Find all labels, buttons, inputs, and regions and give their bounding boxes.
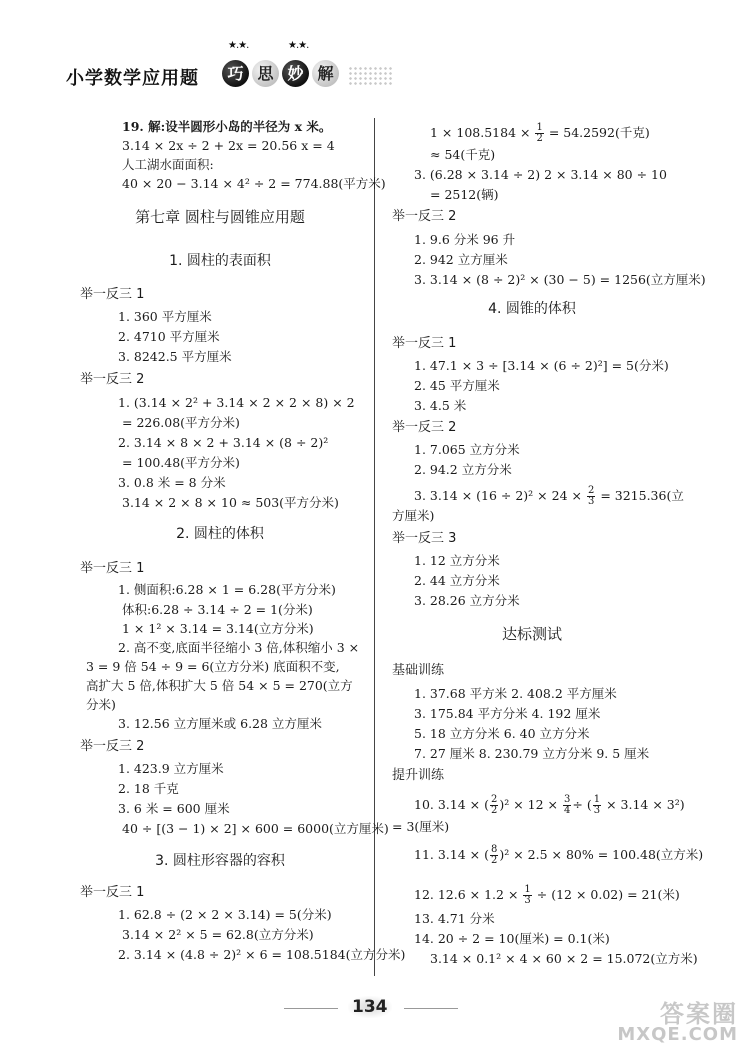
answer-line: 2. 3.14 × (4.8 ÷ 2)² × 6 = 108.5184(立方分米)	[118, 947, 406, 962]
column-divider	[374, 118, 375, 976]
group-heading: 举一反三 3	[392, 531, 457, 546]
answer-line: 1. 12 立方分米	[414, 553, 500, 568]
fraction: $\frac{3}{4}$	[564, 794, 571, 816]
title-badge-si: 思	[252, 60, 279, 87]
fraction: $\frac{8}{2}$	[490, 844, 498, 866]
answer-line: = 100.48(平方分米)	[122, 455, 240, 470]
stars-decoration-right: ★.★.	[288, 40, 309, 51]
answer-line: 3 = 9 倍 54 ÷ 9 = 6(立方分米) 底面积不变,	[86, 659, 340, 674]
title-badge-jie: 解	[312, 60, 339, 87]
answer-line: ≈ 54(千克)	[430, 147, 496, 162]
answer-line: 2. 44 立方分米	[414, 573, 500, 588]
answer-line: 1. 423.9 立方厘米	[118, 761, 224, 776]
answer-line: = 2512(辆)	[430, 187, 499, 202]
answer-line: 体积:6.28 ÷ 3.14 ÷ 2 = 1(分米)	[122, 602, 313, 617]
answer-line: 11. 3.14 × ( $\frac{8}{2}$ )² × 2.5 × 80% = 100.48(立方米)	[414, 844, 704, 866]
fraction: $\frac{1}{3}$	[524, 884, 531, 906]
answer-line: 1. 360 平方厘米	[118, 309, 212, 324]
answer-line: 方厘米)	[392, 508, 435, 523]
group-heading: 举一反三 1	[392, 336, 457, 351]
answer-line: 40 × 20 − 3.14 × 4² ÷ 2 = 774.88(平方米)	[122, 176, 386, 191]
page-number: 134	[340, 996, 402, 1020]
answer-line: 14. 20 ÷ 2 = 10(厘米) = 0.1(米)	[414, 931, 610, 946]
answer-line: 3. 4.5 米	[414, 398, 467, 413]
footer-rule-right	[404, 1008, 458, 1009]
fraction: $\frac{2}{2}$	[490, 794, 498, 816]
answer-line: = 226.08(平方分米)	[122, 415, 240, 430]
answer-line: 人工湖水面面积:	[122, 157, 214, 172]
answer-line: 3. (6.28 × 3.14 ÷ 2) 2 × 3.14 × 80 ÷ 10	[414, 167, 667, 182]
answer-line: 1. 侧面积:6.28 × 1 = 6.28(平方分米)	[118, 582, 336, 597]
answer-line: 1. 62.8 ÷ (2 × 2 × 3.14) = 5(分米)	[118, 907, 332, 922]
footer-rule-left	[284, 1008, 338, 1009]
fraction: $\frac{1}{2}$	[536, 122, 543, 144]
answer-line: 3. 6 米 = 600 厘米	[118, 801, 230, 816]
group-heading: 举一反三 2	[80, 372, 145, 387]
answer-line: 1 × 1² × 3.14 = 3.14(立方分米)	[122, 621, 314, 636]
answer-line: 12. 12.6 × 1.2 × $\frac{1}{3}$ ÷ (12 × 0.02) = 21(米)	[414, 884, 680, 906]
answer-line: 1. (3.14 × 2² + 3.14 × 2 × 2 × 8) × 2	[118, 395, 355, 410]
group-heading: 基础训练	[392, 663, 445, 678]
answer-line: 1 × 108.5184 × $\frac{1}{2}$ = 54.2592(千克)	[430, 122, 650, 144]
answer-line: 3.14 × 0.1² × 4 × 60 × 2 = 15.072(立方米)	[430, 951, 698, 966]
group-heading: 举一反三 1	[80, 287, 145, 302]
answer-line: 2. 3.14 × 8 × 2 + 3.14 × (8 ÷ 2)²	[118, 435, 329, 450]
answer-line: 2. 45 平方厘米	[414, 378, 500, 393]
section-title: 2. 圆柱的体积	[176, 526, 264, 542]
answer-line: 3.14 × 2 × 8 × 10 ≈ 503(平方分米)	[122, 495, 339, 510]
answer-line: 1. 47.1 × 3 ÷ [3.14 × (6 ÷ 2)²] = 5(分米)	[414, 358, 669, 373]
answer-line: 2. 4710 平方厘米	[118, 329, 220, 344]
group-heading: 举一反三 2	[80, 739, 145, 754]
group-heading: 举一反三 2	[392, 420, 457, 435]
answer-line: 1. 9.6 分米 96 升	[414, 232, 516, 247]
answer-line: 3. 3.14 × (8 ÷ 2)² × (30 − 5) = 1256(立方厘米)	[414, 272, 706, 287]
answer-line: 3.14 × 2x ÷ 2 + 2x = 20.56 x = 4	[122, 138, 335, 153]
watermark-logo: 答案圈 MXQE.COM	[617, 1000, 738, 1045]
answer-line: 13. 4.71 分米	[414, 911, 495, 926]
group-heading: 举一反三 1	[80, 561, 145, 576]
answer-line: 2. 94.2 立方分米	[414, 462, 512, 477]
stars-decoration-left: ★.★.	[228, 40, 249, 51]
answer-line: 40 ÷ [(3 − 1) × 2] × 600 = 6000(立方厘米)	[122, 821, 389, 836]
answer-line: 3. 12.56 立方厘米或 6.28 立方厘米	[118, 716, 322, 731]
answer-line: = 3(厘米)	[392, 819, 450, 834]
fraction: $\frac{2}{3}$	[587, 485, 595, 507]
answer-line: 2. 高不变,底面半径缩小 3 倍,体积缩小 3 ×	[118, 640, 360, 655]
answer-line: 19. 解:设半圆形小岛的半径为 x 米。	[122, 119, 332, 134]
answer-line: 10. 3.14 × ( $\frac{2}{2}$ )² × 12 × $\frac{3}{4}$ ÷ ( $\frac{1}{3}$ × 3.14 × 3²)	[414, 794, 685, 816]
answer-line: 3. 175.84 平方分米 4. 192 厘米	[414, 706, 601, 721]
answer-line: 1. 37.68 平方米 2. 408.2 平方厘米	[414, 686, 617, 701]
answer-line: 3. 8242.5 平方厘米	[118, 349, 232, 364]
section-title: 4. 圆锥的体积	[488, 301, 576, 317]
group-heading: 举一反三 1	[80, 885, 145, 900]
dots-decoration	[348, 66, 394, 86]
section-title: 1. 圆柱的表面积	[169, 253, 271, 269]
answer-line: 高扩大 5 倍,体积扩大 5 倍 54 × 5 = 270(立方	[86, 678, 353, 693]
answer-line: 3. 28.26 立方分米	[414, 593, 520, 608]
answer-line: 2. 942 立方厘米	[414, 252, 508, 267]
group-heading: 举一反三 2	[392, 209, 457, 224]
group-heading: 提升训练	[392, 768, 445, 783]
title-badge-qiao: 巧	[222, 60, 249, 87]
book-title: 小学数学应用题	[66, 68, 199, 89]
answer-line: 3.14 × 2² × 5 = 62.8(立方分米)	[122, 927, 314, 942]
book-header	[66, 38, 396, 93]
answer-line: 5. 18 立方分米 6. 40 立方分米	[414, 726, 590, 741]
answer-line: 7. 27 厘米 8. 230.79 立方分米 9. 5 厘米	[414, 746, 650, 761]
section-title: 3. 圆柱形容器的容积	[155, 853, 285, 869]
fraction: $\frac{1}{3}$	[593, 794, 601, 816]
answer-line: 3. 3.14 × (16 ÷ 2)² × 24 × $\frac{2}{3}$ = 3215.36(立	[414, 485, 684, 507]
chapter-title: 第七章 圆柱与圆锥应用题	[135, 208, 305, 226]
answer-line: 3. 0.8 米 = 8 分米	[118, 475, 226, 490]
answer-line: 2. 18 千克	[118, 781, 179, 796]
title-badge-miao: 妙	[282, 60, 309, 87]
answer-line: 分米)	[86, 697, 116, 712]
test-title: 达标测试	[501, 625, 562, 643]
answer-line: 1. 7.065 立方分米	[414, 442, 520, 457]
